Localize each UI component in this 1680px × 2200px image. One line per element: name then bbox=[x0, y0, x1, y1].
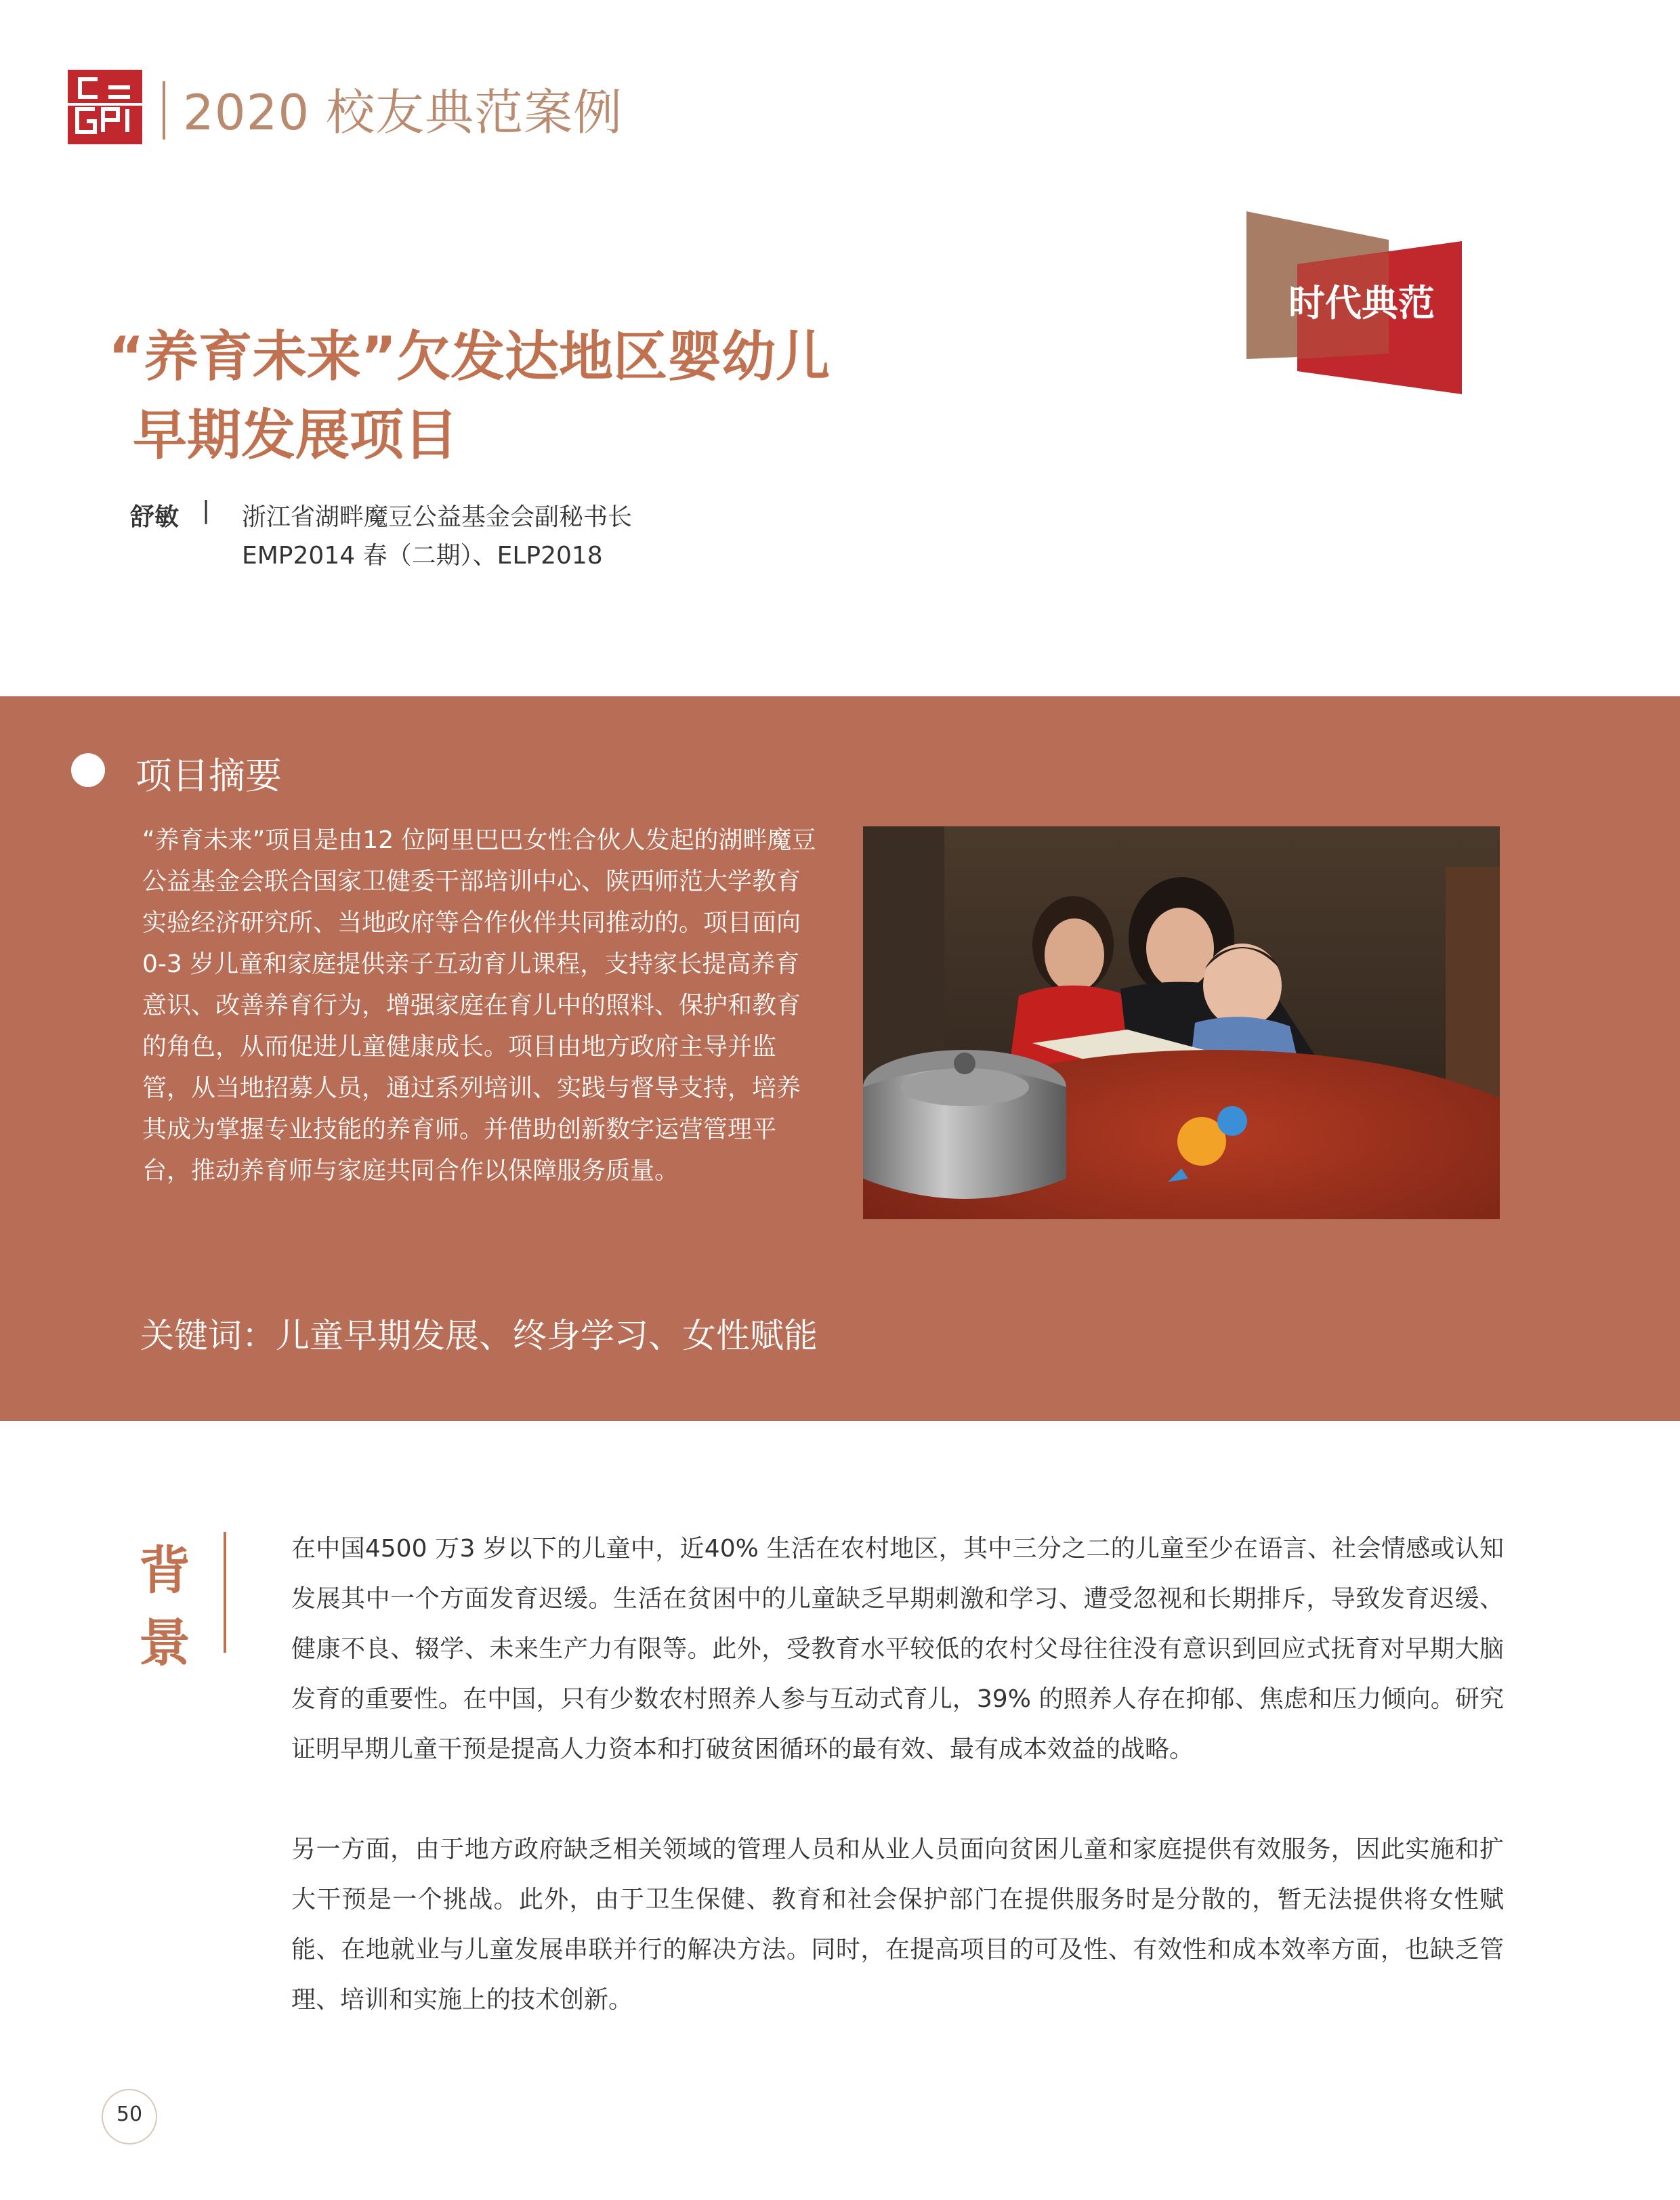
keywords: 关键词：儿童早期发展、终身学习、女性赋能 bbox=[140, 1316, 818, 1355]
background-heading-rule bbox=[224, 1532, 226, 1653]
background-paragraph-1: 在中国4500 万3 岁以下的儿童中，近40% 生活在农村地区，其中三分之二的儿童至少在语言、社会情感或认知发展其中一个方面发育迟缓。生活在贫困中的儿童缺乏早期刺激和学习、遭受忽视和长期排斥，导致发育迟缓、健康不良、辍学、未来生产力有限等。此外，受教育水平较低的农村父母往往没有意识到回应式抚育对早期大脑发育的重要性。在中国，只有少数农村照养人参与互动式育儿，39% 的照养人存在抑郁、焦虑和压力倾向。研究证明早期儿童干预是提高人力资本和打破贫困循环的最有效、最有成本效益的战略。 bbox=[291, 1535, 1504, 1763]
article-title-line1: “养育未来”欠发达地区婴幼儿 bbox=[108, 325, 831, 388]
page-number: 50 bbox=[116, 2102, 143, 2126]
section-badge-label: 时代典范 bbox=[1288, 282, 1435, 324]
summary-text: “养育未来”项目是由12 位阿里巴巴女性合伙人发起的湖畔魔豆公益基金会联合国家卫健委干部培训中心、陕西师范大学教育实验经济研究所、当地政府等合作伙伴共同推动的。项目面向0-3 岁儿童和家庭提供亲子互动育儿课程，支持家长提高养育意识、改善养育行为，增强家庭在育儿中的照料、保护和教育的角色，从而促进儿童健康成长。项目由地方政府主导并监管，从当地招募人员，通过系列培训、实践与督导支持，培养其成为掌握专业技能的养育师。并借助创新数字运营管理平台，推动养育师与家庭共同合作以保障服务质量。 bbox=[142, 826, 816, 1185]
background-heading-char1: 背 bbox=[139, 1540, 190, 1601]
header-divider bbox=[163, 81, 165, 140]
summary-heading: 项目摘要 bbox=[135, 755, 282, 797]
background-heading-char2: 景 bbox=[139, 1613, 190, 1673]
author-separator: | bbox=[202, 496, 211, 524]
article-title-line2: 早期发展项目 bbox=[133, 404, 458, 467]
family-reading-photo bbox=[863, 826, 1500, 1219]
cegpi-logo bbox=[68, 70, 142, 144]
publication-title: 2020 校友典范案例 bbox=[183, 84, 623, 141]
author-name: 舒敏 bbox=[130, 503, 180, 531]
bullet-icon bbox=[71, 753, 105, 787]
author-role: 浙江省湖畔魔豆公益基金会副秘书长 bbox=[242, 503, 633, 531]
author-programs: EMP2014 春（二期）、ELP2018 bbox=[242, 542, 603, 570]
background-paragraph-2: 另一方面，由于地方政府缺乏相关领域的管理人员和从业人员面向贫困儿童和家庭提供有效服务，因此实施和扩大干预是一个挑战。此外，由于卫生保健、教育和社会保护部门在提供服务时是分散的，暂无法提供将女性赋能、在地就业与儿童发展串联并行的解决方法。同时，在提高项目的可及性、有效性和成本效率方面，也缺乏管理、培训和实施上的技术创新。 bbox=[291, 1836, 1504, 2014]
